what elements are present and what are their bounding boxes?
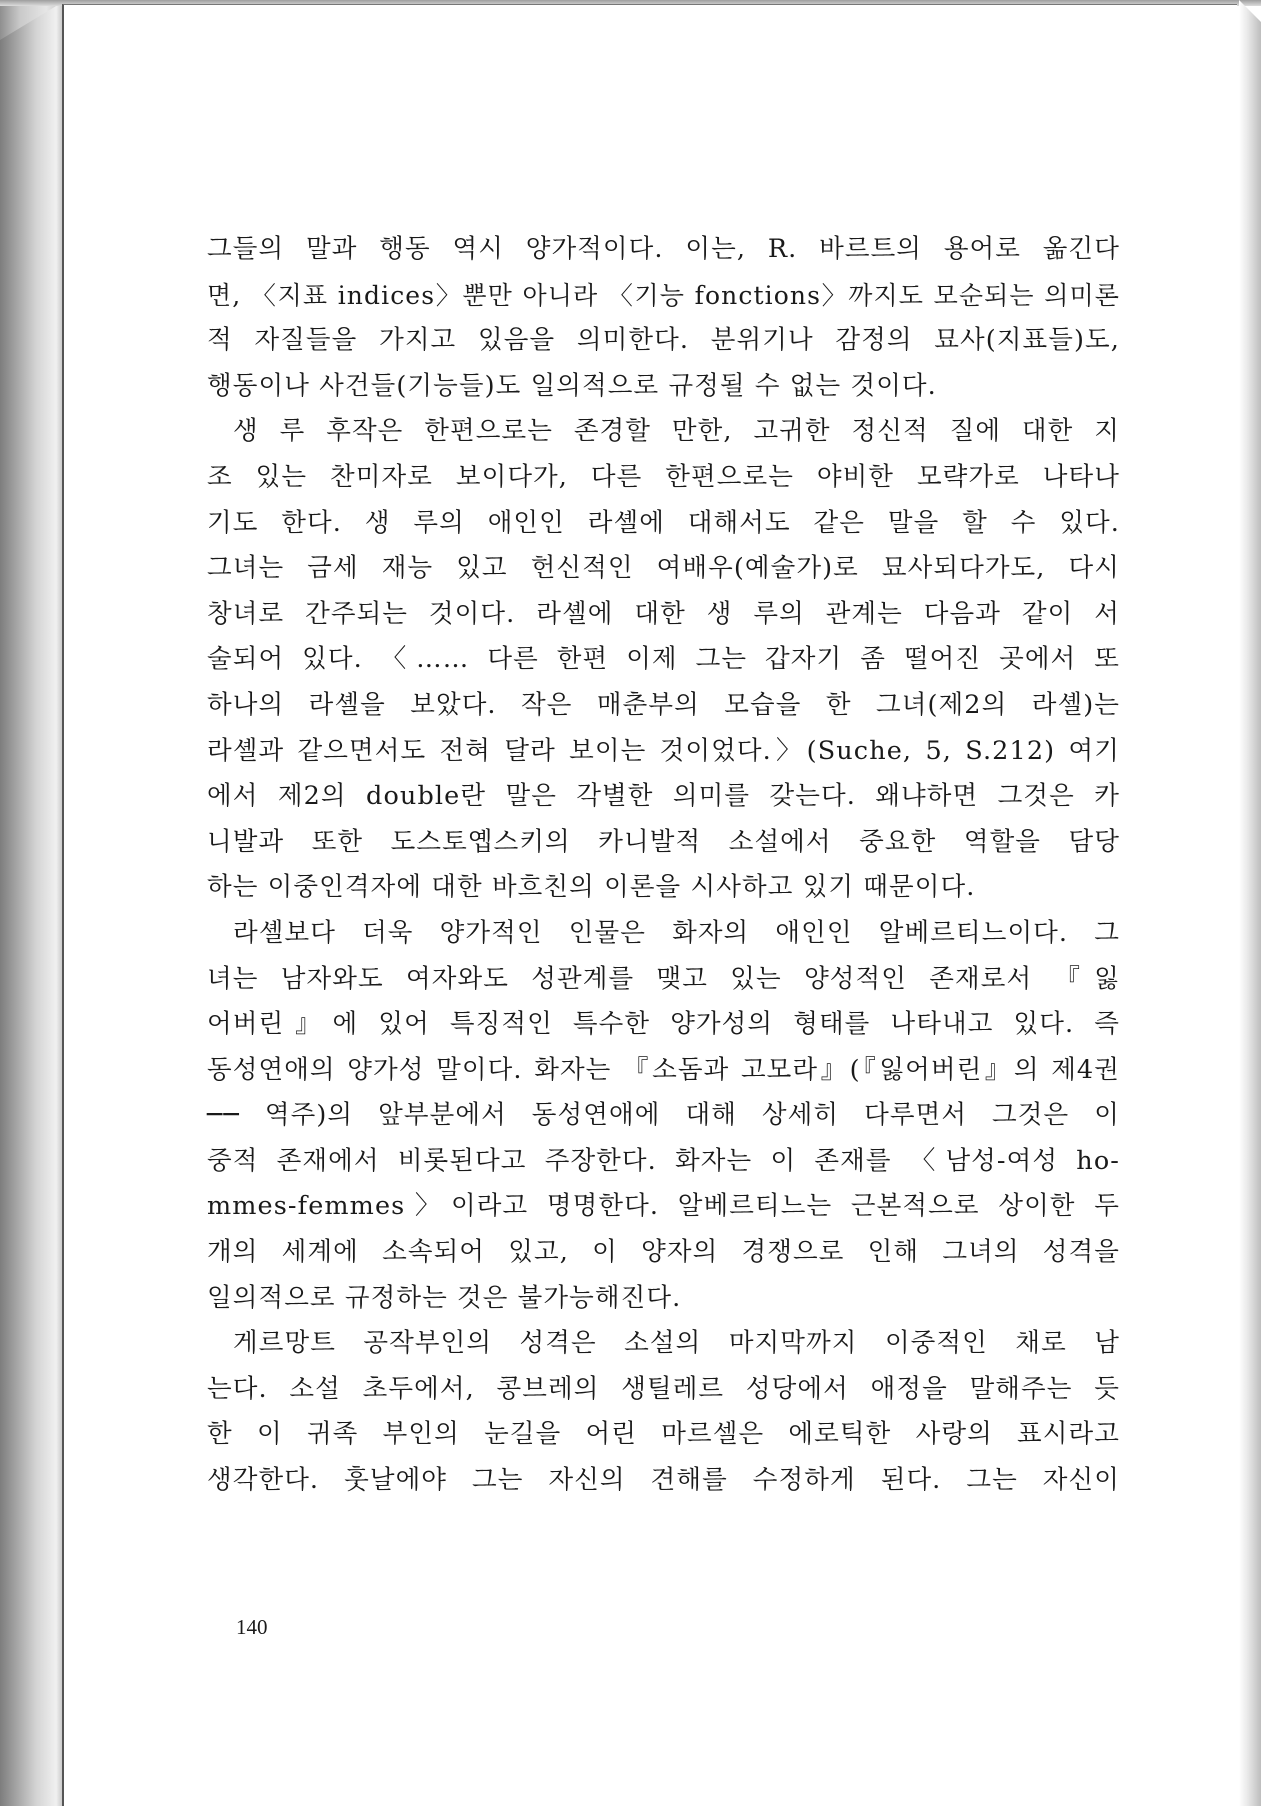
book-right-edge (1239, 0, 1261, 1806)
text-line: 적 자질들을 가지고 있음을 의미한다. 분위기나 감정의 묘사(지표들)도, (207, 325, 1120, 356)
book-page (62, 4, 1237, 1806)
text-line: 술되어 있다. 〈…… 다른 한편 이제 그는 갑자기 좀 떨어진 곳에서 또 (207, 644, 1120, 675)
text-line: 녀는 남자와도 여자와도 성관계를 맺고 있는 양성적인 존재로서 『잃 (207, 963, 1120, 994)
text-line: 생각한다. 훗날에야 그는 자신의 견해를 수정하게 된다. 그는 자신이 (207, 1465, 1120, 1496)
text-line: ── 역주)의 앞부분에서 동성연애에 대해 상세히 다루면서 그것은 이 (207, 1100, 1120, 1131)
body-text (207, 227, 1120, 1504)
text-line: 기도 한다. 생 루의 애인인 라셸에 대해서도 같은 말을 할 수 있다. (207, 507, 1120, 538)
page-number: 140 (236, 1615, 268, 1639)
text-line: 라셸과 같으면서도 전혀 달라 보이는 것이었다.〉(Suche, 5, S.212) 여기 (207, 735, 1120, 766)
text-line: 동성연애의 양가성 말이다. 화자는 『소돔과 고모라』(『잃어버린』의 제4권 (207, 1054, 1120, 1085)
text-line: 라셸보다 더욱 양가적인 인물은 화자의 애인인 알베르티느이다. 그 (233, 917, 1120, 948)
text-line: 행동이나 사건들(기능들)도 일의적으로 규정될 수 없는 것이다. (207, 370, 937, 401)
text-line: 생 루 후작은 한편으로는 존경할 만한, 고귀한 정신적 질에 대한 지 (233, 416, 1120, 447)
text-line: 하는 이중인격자에 대한 바흐친의 이론을 시사하고 있기 때문이다. (207, 872, 976, 903)
text-line: 니발과 또한 도스토옙스키의 카니발적 소설에서 중요한 역할을 담당 (207, 826, 1120, 857)
text-line: 조 있는 찬미자로 보이다가, 다른 한편으로는 야비한 모략가로 나타나 (207, 461, 1120, 492)
text-line: 그들의 말과 행동 역시 양가적이다. 이는, R. 바르트의 용어로 옮긴다 (207, 234, 1120, 264)
text-line: 게르망트 공작부인의 성격은 소설의 마지막까지 이중적인 채로 남 (233, 1328, 1120, 1359)
book-spine-edge (0, 0, 66, 1806)
text-line: 그녀는 금세 재능 있고 헌신적인 여배우(예술가)로 묘사되다가도, 다시 (207, 553, 1120, 584)
text-line: mmes-femmes〉이라고 명명한다. 알베르티느는 근본적으로 상이한 두 (207, 1191, 1120, 1222)
text-line: 는다. 소설 초두에서, 콩브레의 생틸레르 성당에서 애정을 말해주는 듯 (207, 1373, 1120, 1404)
text-line: 어버린』에 있어 특징적인 특수한 양가성의 형태를 나타내고 있다. 즉 (207, 1009, 1120, 1040)
text-line: 한 이 귀족 부인의 눈길을 어린 마르셀은 에로틱한 사랑의 표시라고 (207, 1419, 1120, 1450)
text-line: 면, 〈지표 indices〉뿐만 아니라 〈기능 fonctions〉까지도 모순되는 의미론 (207, 280, 1120, 310)
text-line: 하나의 라셸을 보았다. 작은 매춘부의 모습을 한 그녀(제2의 라셸)는 (207, 689, 1120, 720)
text-line: 에서 제2의 double란 말은 각별한 의미를 갖는다. 왜냐하면 그것은 카 (207, 781, 1120, 812)
text-line: 중적 존재에서 비롯된다고 주장한다. 화자는 이 존재를 〈남성-여성 ho- (207, 1145, 1120, 1176)
text-line: 일의적으로 규정하는 것은 불가능해진다. (207, 1282, 682, 1313)
text-line: 창녀로 간주되는 것이다. 라셸에 대한 생 루의 관계는 다음과 같이 서 (207, 598, 1120, 629)
text-line: 개의 세계에 소속되어 있고, 이 양자의 경쟁으로 인해 그녀의 성격을 (207, 1237, 1120, 1268)
